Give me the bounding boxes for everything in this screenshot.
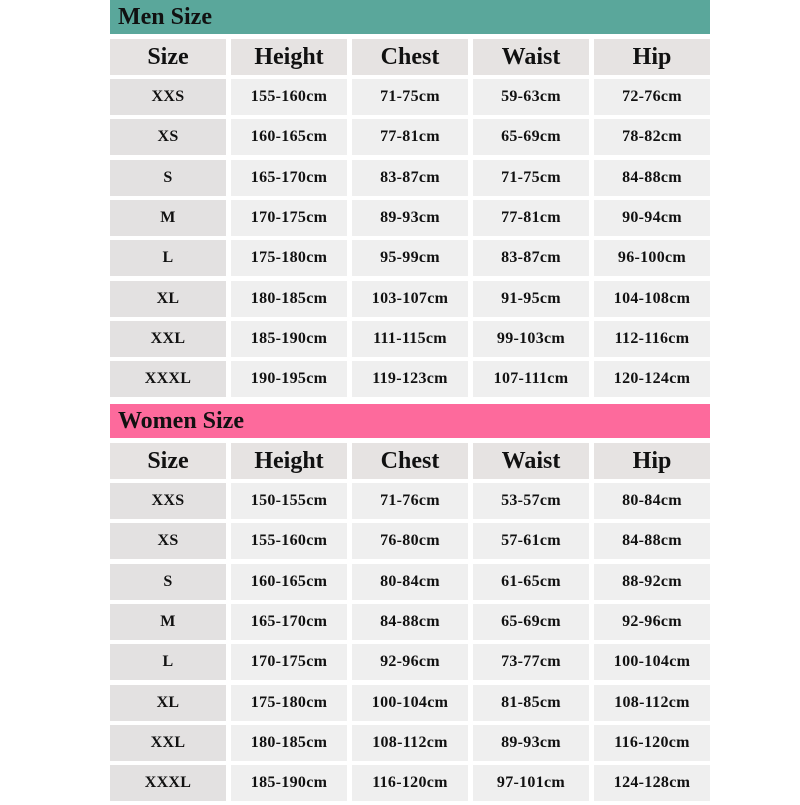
women-cell-height: 170-175cm — [231, 644, 347, 680]
men-cell-chest: 89-93cm — [352, 200, 468, 236]
women-cell-chest: 108-112cm — [352, 725, 468, 761]
women-cell-chest: 71-76cm — [352, 483, 468, 519]
women-cell-hip: 116-120cm — [594, 725, 710, 761]
men-cell-size: XXS — [110, 79, 226, 115]
women-cell-chest: 100-104cm — [352, 685, 468, 721]
men-cell-height: 190-195cm — [231, 361, 347, 397]
women-cell-size: M — [110, 604, 226, 640]
women-cell-hip: 124-128cm — [594, 765, 710, 801]
women-cell-height: 185-190cm — [231, 765, 347, 801]
women-cell-hip: 92-96cm — [594, 604, 710, 640]
men-cell-size: XS — [110, 119, 226, 155]
men-cell-hip: 90-94cm — [594, 200, 710, 236]
men-cell-waist: 65-69cm — [473, 119, 589, 155]
women-cell-height: 150-155cm — [231, 483, 347, 519]
men-cell-waist: 83-87cm — [473, 240, 589, 276]
women-cell-hip: 100-104cm — [594, 644, 710, 680]
men-cell-waist: 91-95cm — [473, 281, 589, 317]
women-cell-chest: 76-80cm — [352, 523, 468, 559]
women-cell-hip: 108-112cm — [594, 685, 710, 721]
women-header-height: Height — [231, 443, 347, 479]
women-cell-chest: 116-120cm — [352, 765, 468, 801]
men-cell-height: 155-160cm — [231, 79, 347, 115]
men-size-table — [110, 34, 710, 401]
men-header-height: Height — [231, 39, 347, 75]
men-header-hip: Hip — [594, 39, 710, 75]
men-cell-chest: 95-99cm — [352, 240, 468, 276]
men-cell-height: 170-175cm — [231, 200, 347, 236]
men-cell-hip: 84-88cm — [594, 160, 710, 196]
men-cell-height: 165-170cm — [231, 160, 347, 196]
men-cell-chest: 71-75cm — [352, 79, 468, 115]
women-cell-chest: 92-96cm — [352, 644, 468, 680]
women-cell-waist: 53-57cm — [473, 483, 589, 519]
men-cell-hip: 104-108cm — [594, 281, 710, 317]
men-cell-size: XL — [110, 281, 226, 317]
men-cell-hip: 96-100cm — [594, 240, 710, 276]
women-cell-size: XXL — [110, 725, 226, 761]
men-cell-size: L — [110, 240, 226, 276]
men-cell-waist: 59-63cm — [473, 79, 589, 115]
men-size-title: Men Size — [110, 0, 710, 34]
women-header-waist: Waist — [473, 443, 589, 479]
women-size-title: Women Size — [110, 404, 710, 438]
women-header-hip: Hip — [594, 443, 710, 479]
men-cell-size: M — [110, 200, 226, 236]
men-cell-height: 180-185cm — [231, 281, 347, 317]
men-cell-chest: 119-123cm — [352, 361, 468, 397]
men-cell-size: XXXL — [110, 361, 226, 397]
men-header-size: Size — [110, 39, 226, 75]
men-cell-waist: 71-75cm — [473, 160, 589, 196]
women-cell-size: S — [110, 564, 226, 600]
women-cell-waist: 65-69cm — [473, 604, 589, 640]
women-cell-waist: 57-61cm — [473, 523, 589, 559]
women-cell-chest: 80-84cm — [352, 564, 468, 600]
women-cell-hip: 80-84cm — [594, 483, 710, 519]
women-cell-size: XL — [110, 685, 226, 721]
men-cell-size: S — [110, 160, 226, 196]
men-cell-hip: 112-116cm — [594, 321, 710, 357]
men-cell-waist: 77-81cm — [473, 200, 589, 236]
women-size-table — [110, 438, 710, 805]
men-cell-hip: 78-82cm — [594, 119, 710, 155]
women-cell-size: XXXL — [110, 765, 226, 801]
women-cell-size: XXS — [110, 483, 226, 519]
men-cell-height: 175-180cm — [231, 240, 347, 276]
women-cell-height: 160-165cm — [231, 564, 347, 600]
women-cell-height: 165-170cm — [231, 604, 347, 640]
men-header-waist: Waist — [473, 39, 589, 75]
women-size-section — [110, 404, 710, 805]
men-cell-height: 185-190cm — [231, 321, 347, 357]
men-header-chest: Chest — [352, 39, 468, 75]
men-cell-height: 160-165cm — [231, 119, 347, 155]
men-size-section — [110, 0, 710, 401]
women-header-size: Size — [110, 443, 226, 479]
men-cell-hip: 120-124cm — [594, 361, 710, 397]
women-cell-height: 155-160cm — [231, 523, 347, 559]
men-cell-chest: 83-87cm — [352, 160, 468, 196]
women-cell-waist: 81-85cm — [473, 685, 589, 721]
men-cell-size: XXL — [110, 321, 226, 357]
men-cell-waist: 99-103cm — [473, 321, 589, 357]
women-cell-hip: 84-88cm — [594, 523, 710, 559]
men-cell-waist: 107-111cm — [473, 361, 589, 397]
women-cell-chest: 84-88cm — [352, 604, 468, 640]
women-cell-waist: 89-93cm — [473, 725, 589, 761]
men-cell-chest: 77-81cm — [352, 119, 468, 155]
men-cell-hip: 72-76cm — [594, 79, 710, 115]
women-cell-size: XS — [110, 523, 226, 559]
women-cell-waist: 97-101cm — [473, 765, 589, 801]
men-cell-chest: 103-107cm — [352, 281, 468, 317]
women-cell-hip: 88-92cm — [594, 564, 710, 600]
women-cell-height: 175-180cm — [231, 685, 347, 721]
women-cell-waist: 73-77cm — [473, 644, 589, 680]
women-cell-size: L — [110, 644, 226, 680]
women-header-chest: Chest — [352, 443, 468, 479]
women-cell-height: 180-185cm — [231, 725, 347, 761]
men-cell-chest: 111-115cm — [352, 321, 468, 357]
women-cell-waist: 61-65cm — [473, 564, 589, 600]
